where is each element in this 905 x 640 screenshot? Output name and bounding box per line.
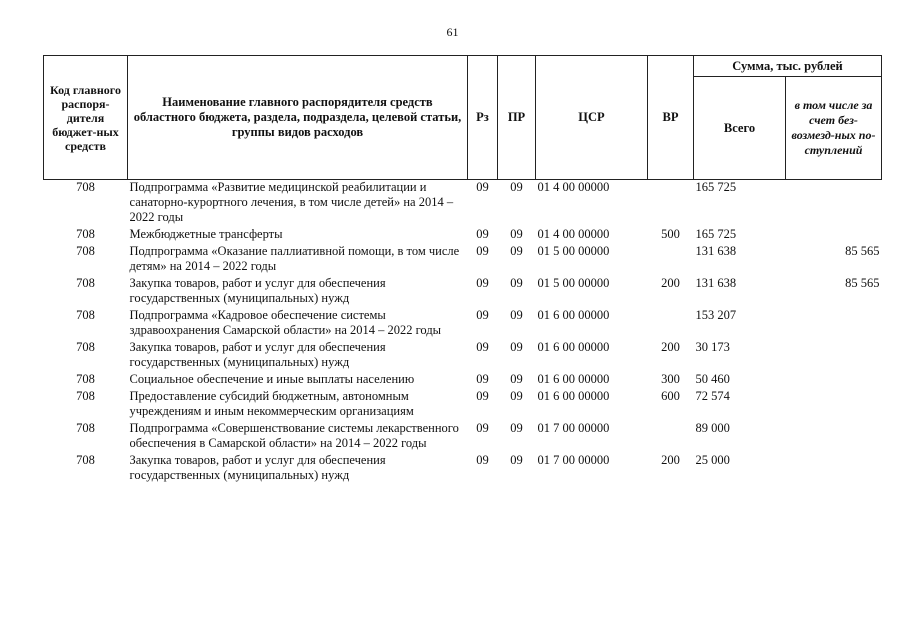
row-code: 708	[76, 244, 95, 258]
row-csr: 01 4 00 00000	[537, 180, 610, 194]
table-row	[44, 453, 882, 485]
row-csr: 01 7 00 00000	[537, 421, 610, 435]
row-free	[786, 308, 882, 340]
row-csr: 01 5 00 00000	[537, 276, 610, 290]
row-pr: 09	[510, 340, 523, 354]
header-rz: Рз	[468, 56, 498, 180]
row-free	[786, 227, 882, 244]
row-csr: 01 6 00 00000	[537, 340, 610, 354]
row-code: 708	[76, 372, 95, 386]
row-name: Закупка товаров, работ и услуг для обеспечения государственных (муниципальных) нужд	[129, 453, 386, 482]
row-pr: 09	[510, 372, 523, 386]
row-code: 708	[76, 340, 95, 354]
row-free	[786, 453, 882, 485]
row-rz: 09	[476, 227, 489, 241]
row-vr: 200	[661, 276, 680, 290]
table-row	[44, 276, 882, 308]
row-name: Подпрограмма «Совершенствование системы лекарственного обеспечения в Самарской области» на 2014 – 2022 годы	[129, 421, 459, 450]
row-free: 85 565	[845, 244, 880, 258]
header-row	[44, 56, 882, 77]
row-csr: 01 6 00 00000	[537, 372, 610, 386]
row-name: Подпрограмма «Кадровое обеспечение системы здравоохранения Самарской области» на 2014 – 2022 годы	[129, 308, 442, 337]
table-row	[44, 308, 882, 340]
row-total: 165 725	[695, 180, 737, 194]
row-pr: 09	[510, 308, 523, 322]
row-vr	[648, 180, 694, 228]
row-total: 30 173	[695, 340, 730, 354]
row-rz: 09	[476, 372, 489, 386]
row-code: 708	[76, 389, 95, 403]
row-code: 708	[76, 227, 95, 241]
row-name: Социальное обеспечение и иные выплаты населению	[129, 372, 415, 386]
table-row	[44, 389, 882, 421]
header-pr: ПР	[498, 56, 536, 180]
row-rz: 09	[476, 421, 489, 435]
header-vr: ВР	[648, 56, 694, 180]
row-total: 25 000	[695, 453, 730, 467]
row-vr	[648, 244, 694, 276]
row-csr: 01 5 00 00000	[537, 244, 610, 258]
row-total: 89 000	[695, 421, 730, 435]
header-csr: ЦСР	[536, 56, 648, 180]
table-row	[44, 340, 882, 372]
row-vr	[648, 421, 694, 453]
row-total: 131 638	[695, 244, 737, 258]
table-row	[44, 180, 882, 228]
row-free	[786, 421, 882, 453]
row-free	[786, 372, 882, 389]
row-vr: 600	[661, 389, 680, 403]
row-pr: 09	[510, 389, 523, 403]
table-row	[44, 421, 882, 453]
row-name: Закупка товаров, работ и услуг для обеспечения государственных (муниципальных) нужд	[129, 276, 386, 305]
row-code: 708	[76, 180, 95, 194]
row-rz: 09	[476, 180, 489, 194]
table-row	[44, 244, 882, 276]
row-free	[786, 340, 882, 372]
row-rz: 09	[476, 389, 489, 403]
row-csr: 01 4 00 00000	[537, 227, 610, 241]
row-total: 131 638	[695, 276, 737, 290]
table-row	[44, 372, 882, 389]
row-total: 72 574	[695, 389, 730, 403]
row-pr: 09	[510, 276, 523, 290]
header-total: Всего	[694, 77, 786, 180]
row-total: 165 725	[695, 227, 737, 241]
row-code: 708	[76, 308, 95, 322]
row-pr: 09	[510, 421, 523, 435]
row-vr: 200	[661, 340, 680, 354]
budget-table	[43, 55, 882, 485]
row-code: 708	[76, 453, 95, 467]
row-rz: 09	[476, 453, 489, 467]
row-free	[786, 389, 882, 421]
row-name: Подпрограмма «Оказание паллиативной помощи, в том числе детям» на 2014 – 2022 годы	[129, 244, 460, 273]
row-rz: 09	[476, 340, 489, 354]
row-total: 153 207	[695, 308, 737, 322]
row-rz: 09	[476, 244, 489, 258]
row-code: 708	[76, 421, 95, 435]
row-total: 50 460	[695, 372, 730, 386]
row-code: 708	[76, 276, 95, 290]
row-pr: 09	[510, 244, 523, 258]
row-vr: 300	[661, 372, 680, 386]
row-csr: 01 6 00 00000	[537, 389, 610, 403]
row-csr: 01 7 00 00000	[537, 453, 610, 467]
row-rz: 09	[476, 276, 489, 290]
row-name: Предоставление субсидий бюджетным, автономным учреждениям и иным некоммерческим организациям	[129, 389, 414, 418]
row-free: 85 565	[845, 276, 880, 290]
row-pr: 09	[510, 180, 523, 194]
row-free	[786, 180, 882, 228]
row-rz: 09	[476, 308, 489, 322]
header-code: Код главного распоря-дителя бюджет-ных средств	[44, 56, 128, 180]
row-pr: 09	[510, 453, 523, 467]
page-number: 61	[446, 25, 459, 39]
header-free: в том числе за счет без-возмезд-ных по-ступлений	[786, 77, 882, 180]
row-vr: 500	[661, 227, 680, 241]
row-name: Межбюджетные трансферты	[129, 227, 283, 241]
row-name: Подпрограмма «Развитие медицинской реабилитации и санаторно-курортного лечения, в том числе детей» на 2014 – 2022 годы	[129, 180, 454, 224]
header-name: Наименование главного распорядителя средств областного бюджета, раздела, подраздела, целевой статьи, группы видов расходов	[128, 56, 468, 180]
row-pr: 09	[510, 227, 523, 241]
table-row	[44, 227, 882, 244]
header-sum: Сумма, тыс. рублей	[694, 56, 882, 77]
row-name: Закупка товаров, работ и услуг для обеспечения государственных (муниципальных) нужд	[129, 340, 386, 369]
row-vr: 200	[661, 453, 680, 467]
row-csr: 01 6 00 00000	[537, 308, 610, 322]
row-vr	[648, 308, 694, 340]
